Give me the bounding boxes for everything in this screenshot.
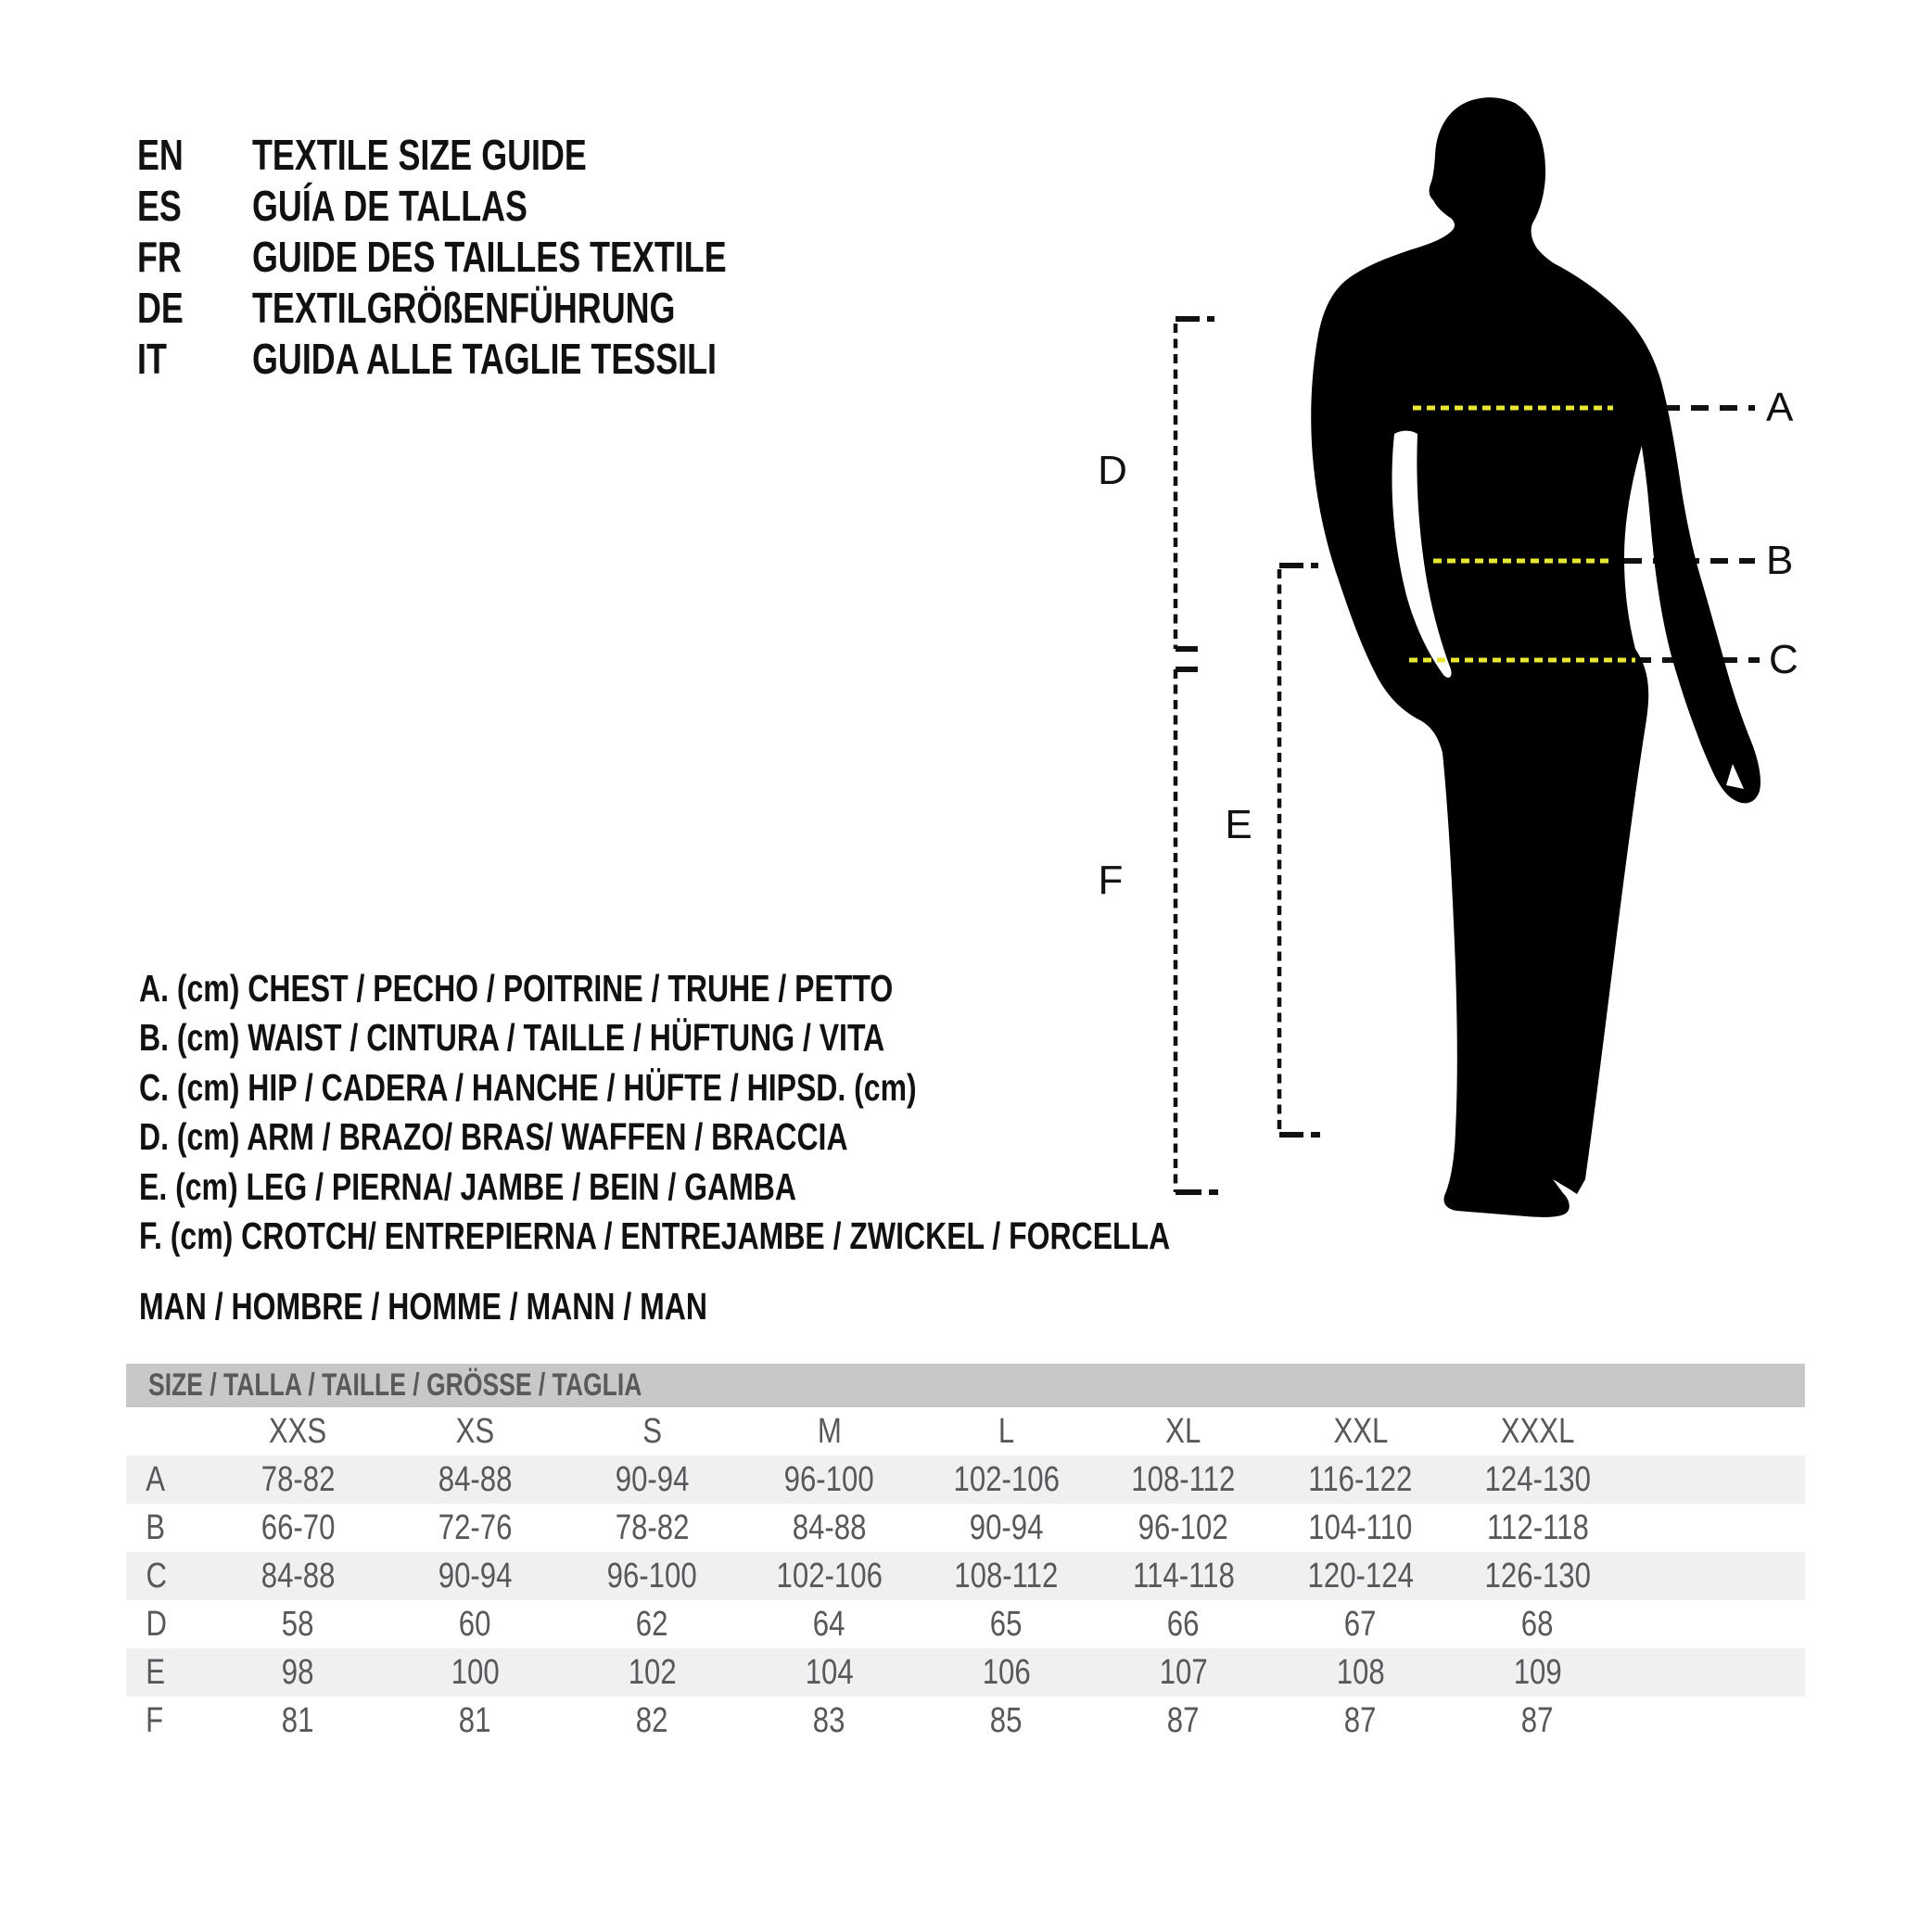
cell <box>918 1605 1095 1645</box>
cell <box>1272 1605 1449 1645</box>
cell <box>1272 1557 1449 1596</box>
cell <box>1272 1701 1449 1741</box>
column-header <box>387 1412 564 1452</box>
row-label-text: A <box>146 1459 166 1499</box>
column-header <box>1272 1412 1449 1452</box>
column-header <box>564 1412 741 1452</box>
cell-text: 87 <box>1521 1700 1554 1740</box>
cell <box>210 1460 387 1500</box>
row-label-text: C <box>146 1556 167 1595</box>
row-label <box>126 1653 210 1693</box>
cell-text: 82 <box>636 1700 668 1740</box>
cell-text: 58 <box>282 1604 314 1644</box>
title-text-en: TEXTILE SIZE GUIDE <box>252 131 587 179</box>
cell <box>1449 1605 1626 1645</box>
cell <box>210 1508 387 1548</box>
cell <box>741 1460 918 1500</box>
cell <box>1449 1701 1626 1741</box>
legend-text-leg: E. (cm) LEG / PIERNA/ JAMBE / BEIN / GAMBA <box>139 1164 796 1208</box>
title-text-es: GUÍA DE TALLAS <box>252 182 527 230</box>
arm-label: D <box>1098 448 1127 493</box>
size-columns-filler <box>1626 1412 1805 1452</box>
lang-code-es: ES <box>137 182 182 230</box>
cell <box>1095 1557 1272 1596</box>
row-label <box>126 1460 210 1500</box>
category-text: MAN / HOMBRE / HOMME / MANN / MAN <box>139 1285 707 1328</box>
cell <box>210 1557 387 1596</box>
cell <box>1449 1460 1626 1500</box>
row-filler <box>1626 1701 1805 1741</box>
column-header <box>741 1412 918 1452</box>
legend-text-crotch: F. (cm) CROTCH/ ENTREPIERNA / ENTREJAMBE / ZWICKEL / FORCELLA <box>139 1214 1171 1258</box>
cell-text: 126-130 <box>1484 1556 1591 1595</box>
cell-text: 104-110 <box>1308 1507 1413 1547</box>
column-header-text: XXL <box>1333 1411 1388 1451</box>
column-header-text: XXS <box>269 1411 327 1451</box>
cell-text: 64 <box>813 1604 845 1644</box>
category-line <box>139 1285 868 1328</box>
column-header-text: XXXL <box>1500 1411 1575 1451</box>
size-table-header-text: SIZE / TALLA / TAILLE / GRÖSSE / TAGLIA <box>148 1367 642 1403</box>
cell <box>1272 1653 1449 1693</box>
measurement-legend <box>139 964 1461 1261</box>
cell <box>564 1508 741 1548</box>
cell <box>1095 1653 1272 1693</box>
cell <box>1272 1508 1449 1548</box>
cell-text: 84-88 <box>438 1459 513 1499</box>
cell-text: 100 <box>451 1652 500 1692</box>
cell <box>1449 1653 1626 1693</box>
cell <box>1095 1605 1272 1645</box>
cell-text: 108-112 <box>1131 1459 1236 1499</box>
title-text-de: TEXTILGRÖßENFÜHRUNG <box>252 284 676 332</box>
table-row-A <box>126 1455 1805 1504</box>
row-label <box>126 1508 210 1548</box>
cell-text: 96-100 <box>606 1556 698 1595</box>
cell-text: 124-130 <box>1484 1459 1591 1499</box>
legend-text-hip: C. (cm) HIP / CADERA / HANCHE / HÜFTE / HIPSD. (cm) <box>139 1065 917 1109</box>
cell-text: 104 <box>805 1652 854 1692</box>
crotch-label: F <box>1098 858 1124 903</box>
legend-item-crotch <box>139 1212 1461 1261</box>
cell-text: 90-94 <box>438 1556 513 1595</box>
cell-text: 85 <box>990 1700 1023 1740</box>
cell-text: 108 <box>1336 1652 1385 1692</box>
cell-text: 90-94 <box>969 1507 1044 1547</box>
cell-text: 112-118 <box>1486 1507 1589 1547</box>
title-row-fr <box>137 232 860 283</box>
row-filler <box>1626 1508 1805 1548</box>
cell <box>387 1557 564 1596</box>
cell-text: 72-76 <box>438 1507 513 1547</box>
row-filler <box>1626 1605 1805 1645</box>
cell <box>387 1508 564 1548</box>
row-filler <box>1626 1653 1805 1693</box>
table-row-D <box>126 1600 1805 1648</box>
title-text-fr: GUIDE DES TAILLES TEXTILE <box>252 233 727 281</box>
cell-text: 98 <box>282 1652 314 1692</box>
row-label-text: D <box>146 1604 167 1644</box>
cell-text: 96-100 <box>783 1459 875 1499</box>
title-row-de <box>137 283 860 334</box>
table-row-B <box>126 1504 1805 1552</box>
row-filler <box>1626 1460 1805 1500</box>
cell-text: 78-82 <box>615 1507 690 1547</box>
cell-text: 66-70 <box>261 1507 336 1547</box>
cell <box>741 1653 918 1693</box>
legend-text-chest: A. (cm) CHEST / PECHO / POITRINE / TRUHE / PETTO <box>139 967 894 1010</box>
column-header <box>1449 1412 1626 1452</box>
cell <box>918 1701 1095 1741</box>
cell-text: 62 <box>636 1604 668 1644</box>
cell <box>741 1508 918 1548</box>
size-columns-row <box>126 1407 1805 1455</box>
row-filler <box>1626 1557 1805 1596</box>
size-table <box>126 1364 1805 1745</box>
cell-text: 96-102 <box>1138 1507 1229 1547</box>
legend-item-waist <box>139 1013 1461 1062</box>
cell-text: 107 <box>1159 1652 1208 1692</box>
cell <box>564 1460 741 1500</box>
cell <box>1095 1508 1272 1548</box>
row-label <box>126 1557 210 1596</box>
leg-label: E <box>1225 802 1252 847</box>
row-label-text: F <box>146 1700 164 1740</box>
legend-text-arm: D. (cm) ARM / BRAZO/ BRAS/ WAFFEN / BRACCIA <box>139 1115 848 1159</box>
lang-code-de: DE <box>137 284 184 332</box>
cell <box>210 1653 387 1693</box>
chest-label: A <box>1766 385 1794 430</box>
legend-item-hip <box>139 1063 1461 1112</box>
cell <box>564 1701 741 1741</box>
cell <box>741 1701 918 1741</box>
title-block <box>137 130 860 385</box>
legend-text-waist: B. (cm) WAIST / CINTURA / TAILLE / HÜFTUNG / VITA <box>139 1016 885 1060</box>
cell-text: 78-82 <box>261 1459 336 1499</box>
waist-label: B <box>1766 538 1794 583</box>
cell <box>1095 1460 1272 1500</box>
cell <box>1095 1701 1272 1741</box>
lang-code-fr: FR <box>137 233 182 281</box>
column-header-text: M <box>817 1411 842 1451</box>
column-header <box>918 1412 1095 1452</box>
cell-text: 116-122 <box>1308 1459 1413 1499</box>
cell <box>741 1557 918 1596</box>
cell <box>387 1653 564 1693</box>
cell <box>918 1460 1095 1500</box>
cell-text: 102-106 <box>776 1556 883 1595</box>
cell <box>210 1605 387 1645</box>
column-header-text: XL <box>1165 1411 1201 1451</box>
cell-text: 109 <box>1513 1652 1562 1692</box>
cell-text: 84-88 <box>261 1556 336 1595</box>
cell-text: 60 <box>459 1604 491 1644</box>
cell <box>387 1460 564 1500</box>
table-row-C <box>126 1552 1805 1600</box>
cell <box>210 1701 387 1741</box>
cell <box>564 1653 741 1693</box>
cell-text: 83 <box>813 1700 845 1740</box>
cell <box>564 1605 741 1645</box>
cell <box>1272 1460 1449 1500</box>
cell-text: 84-88 <box>792 1507 867 1547</box>
cell-text: 120-124 <box>1307 1556 1414 1595</box>
cell <box>918 1508 1095 1548</box>
lang-code-it: IT <box>137 335 167 383</box>
legend-item-leg <box>139 1163 1461 1212</box>
cell <box>387 1605 564 1645</box>
title-row-it <box>137 334 860 385</box>
size-table-header-bar <box>126 1364 1805 1407</box>
size-grid <box>126 1407 1805 1745</box>
cell-text: 87 <box>1167 1700 1200 1740</box>
cell-text: 114-118 <box>1132 1556 1235 1595</box>
hip-label: C <box>1769 637 1799 682</box>
cell-text: 108-112 <box>954 1556 1059 1595</box>
cell <box>918 1557 1095 1596</box>
column-header <box>1095 1412 1272 1452</box>
row-label <box>126 1605 210 1645</box>
cell-text: 67 <box>1344 1604 1377 1644</box>
cell-text: 106 <box>982 1652 1031 1692</box>
cell-text: 90-94 <box>615 1459 690 1499</box>
cell <box>741 1605 918 1645</box>
cell <box>1449 1508 1626 1548</box>
legend-item-chest <box>139 964 1461 1013</box>
row-label-text: B <box>146 1507 166 1547</box>
table-row-E <box>126 1648 1805 1697</box>
cell-text: 81 <box>282 1700 314 1740</box>
size-columns-spacer <box>126 1412 210 1452</box>
legend-item-arm <box>139 1112 1461 1162</box>
column-header <box>210 1412 387 1452</box>
column-header-text: XS <box>455 1411 495 1451</box>
row-label <box>126 1701 210 1741</box>
cell <box>387 1701 564 1741</box>
title-text-it: GUIDA ALLE TAGLIE TESSILI <box>252 335 717 383</box>
title-row-es <box>137 181 860 232</box>
cell <box>918 1653 1095 1693</box>
cell-text: 81 <box>459 1700 491 1740</box>
cell <box>564 1557 741 1596</box>
table-row-F <box>126 1697 1805 1745</box>
row-label-text: E <box>146 1652 166 1692</box>
title-row-en <box>137 130 860 181</box>
lang-code-en: EN <box>137 131 184 179</box>
cell-text: 102-106 <box>953 1459 1060 1499</box>
cell-text: 68 <box>1521 1604 1554 1644</box>
cell-text: 102 <box>628 1652 677 1692</box>
column-header-text: L <box>998 1411 1015 1451</box>
cell-text: 87 <box>1344 1700 1377 1740</box>
cell <box>1449 1557 1626 1596</box>
cell-text: 65 <box>990 1604 1023 1644</box>
cell-text: 66 <box>1167 1604 1200 1644</box>
column-header-text: S <box>642 1411 662 1451</box>
